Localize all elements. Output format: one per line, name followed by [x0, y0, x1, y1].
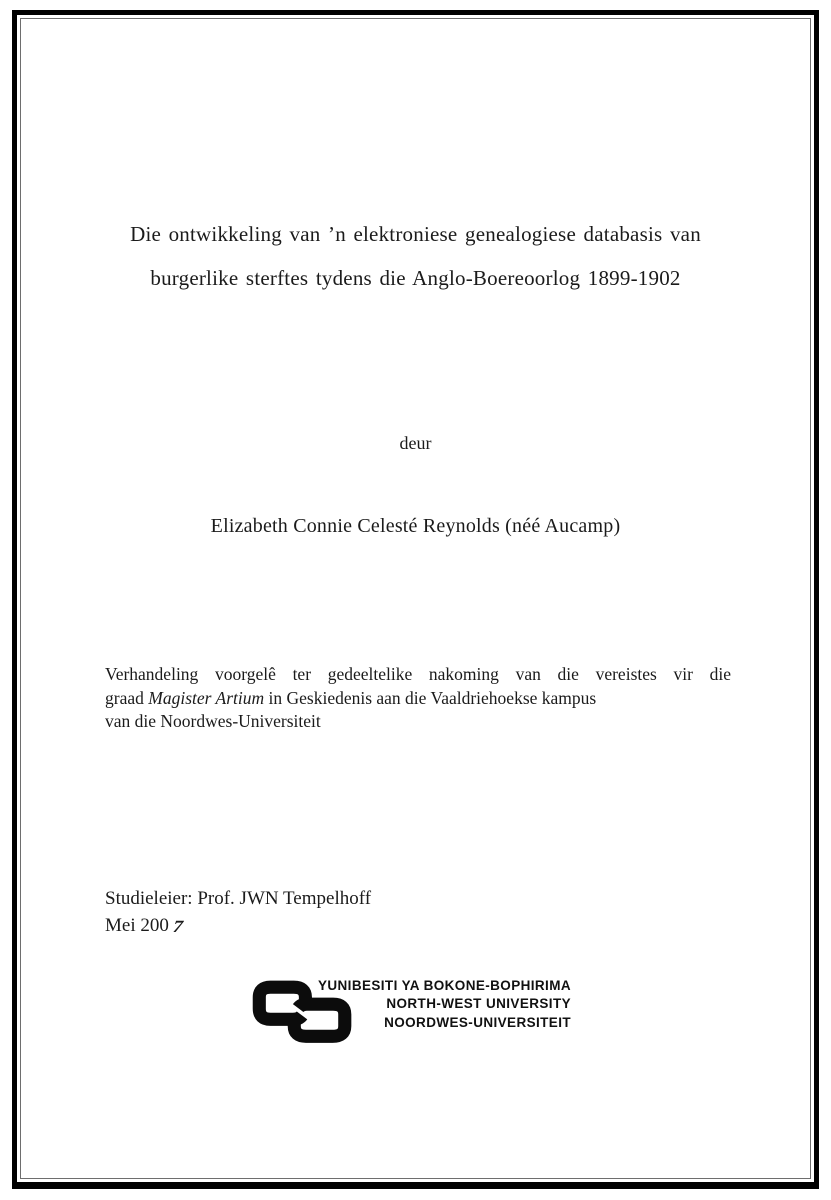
degree-statement-line2 — [105, 687, 731, 711]
degree-statement-line1: Verhandeling voorgelê ter gedeeltelike nakoming van die vereistes vir die — [105, 664, 731, 684]
date-line — [105, 912, 371, 939]
supervisor-block — [105, 885, 371, 939]
degree-statement-line2-post: in Geskiedenis aan die Vaaldriehoekse kampus — [264, 687, 597, 708]
thesis-title-line1: Die ontwikkeling van ’n elektroniese genealogiese databasis van — [130, 222, 701, 246]
author-name: Elizabeth Connie Celesté Reynolds (néé Aucamp) — [210, 515, 621, 537]
degree-statement-line3: van die Noordwes-Universiteit — [105, 711, 321, 732]
degree-statement-line2-pre: graad — [105, 687, 149, 708]
logo-line-english: NORTH-WEST UNIVERSITY — [386, 996, 571, 1012]
date-prefix: Mei 200 — [105, 915, 169, 936]
supervisor-line: Studieleier: Prof. JWN Tempelhoff — [105, 888, 372, 909]
byline-deur: deur — [399, 433, 432, 453]
university-logo-text — [318, 977, 571, 1032]
thesis-title-line2: burgerlike sterftes tydens die Anglo-Boereoorlog 1899-1902 — [150, 266, 681, 290]
degree-statement — [105, 663, 731, 734]
thesis-title — [40, 212, 791, 300]
degree-name-italic: Magister Artium — [148, 687, 265, 708]
logo-line-setswana: YUNIBESITI YA BOKONE-BOPHIRIMA — [317, 978, 571, 993]
logo-line-afrikaans: NOORDWES-UNIVERSITEIT — [384, 1014, 571, 1030]
date-last-digit: 7 — [169, 917, 186, 937]
